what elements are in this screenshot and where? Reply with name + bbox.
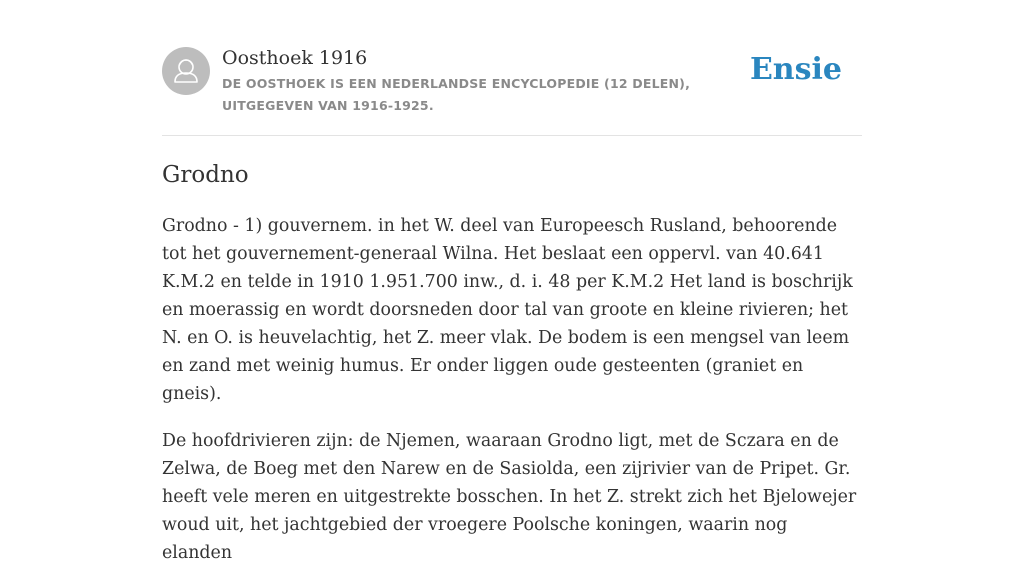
source-description: DE OOSTHOEK IS EEN NEDERLANDSE ENCYCLOPEDIE (12 DELEN), UITGEGEVEN VAN 1916-1925. [222, 76, 691, 113]
source-title[interactable]: Oosthoek 1916 [222, 47, 368, 69]
header-divider [162, 135, 862, 136]
article-title: Grodno [162, 162, 249, 188]
article-paragraph: De hoofdrivieren zijn: de Njemen, waaraan Grodno ligt, met de Sczara en de Zelwa, de Boeg met den Narew en de Sasiolda, een zijrivier van de Pripet. Gr. heeft vele meren en uitgestrekte bosschen. In het Z. strekt zich het Bjelowejer woud uit, het jachtgebied der vroegere Poolsche koningen, waarin nog elanden [162, 431, 857, 563]
avatar[interactable] [162, 47, 210, 95]
ensie-logo-link[interactable]: Ensie [749, 52, 842, 87]
article-body [162, 212, 862, 586]
source-header [162, 44, 862, 136]
article-paragraph: Grodno - 1) gouvernem. in het W. deel van Europeesch Rusland, behoorende tot het gouvernement-generaal Wilna. Het beslaat een oppervl. van 40.641 K.M.2 en telde in 1910 1.951.700 inw., d. i. 48 per K.M.2 Het land is boschrijk en moerassig en wordt doorsneden door tal van groote en kleine rivieren; het N. en O. is heuvelachtig, het Z. meer vlak. De bodem is een mengsel van leem en zand met weinig humus. Er onder liggen oude gesteenten (graniet en gneis). [162, 216, 853, 404]
user-icon [162, 47, 210, 95]
